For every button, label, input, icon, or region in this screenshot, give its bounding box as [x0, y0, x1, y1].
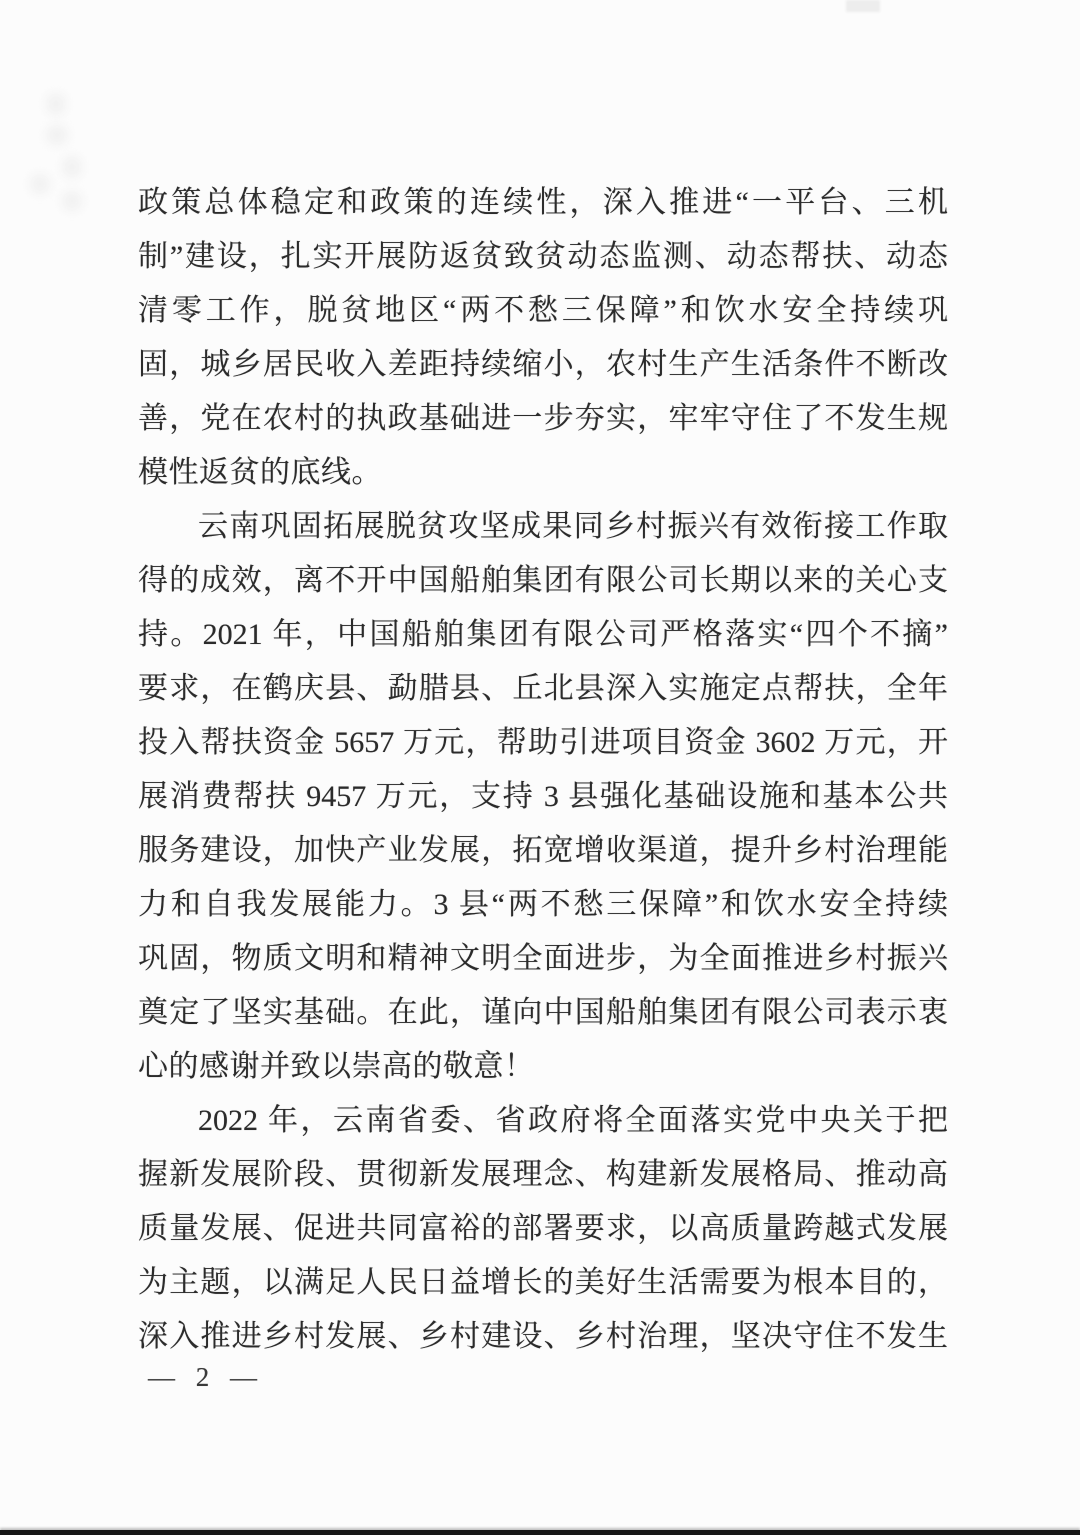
scan-artifact — [62, 156, 82, 178]
scan-artifact — [46, 93, 66, 115]
text-line: 要求，在鹤庆县、勐腊县、丘北县深入实施定点帮扶，全年 — [138, 672, 948, 705]
text-line: 清零工作，脱贫地区“两不愁三保障”和饮水安全持续巩 — [138, 294, 948, 327]
text-line: 展消费帮扶 9457 万元，支持 3 县强化基础设施和基本公共 — [138, 780, 948, 813]
text-line: 云南巩固拓展脱贫攻坚成果同乡村振兴有效衔接工作取 — [198, 510, 948, 543]
text-line: 2022 年，云南省委、省政府将全面落实党中央关于把 — [198, 1104, 948, 1137]
text-line: 质量发展、促进共同富裕的部署要求，以高质量跨越式发展 — [138, 1212, 948, 1245]
text-line: 投入帮扶资金 5657 万元，帮助引进项目资金 3602 万元，开 — [138, 726, 948, 759]
document-body — [138, 176, 948, 1364]
scan-artifact — [30, 174, 50, 194]
text-line: 政策总体稳定和政策的连续性，深入推进“一平台、三机 — [138, 186, 948, 219]
scan-artifact — [46, 125, 68, 145]
text-line: 握新发展阶段、贯彻新发展理念、构建新发展格局、推动高 — [138, 1158, 948, 1191]
text-line: 为主题，以满足人民日益增长的美好生活需要为根本目的， — [138, 1266, 948, 1299]
text-line: 力和自我发展能力。3 县“两不愁三保障”和饮水安全持续 — [138, 888, 948, 921]
scan-artifact — [846, 0, 880, 12]
paragraph-1 — [138, 176, 948, 500]
scan-artifact — [62, 191, 82, 211]
text-line: 深入推进乡村发展、乡村建设、乡村治理，坚决守住不发生 — [138, 1320, 948, 1353]
text-line: 制”建设，扎实开展防返贫致贫动态监测、动态帮扶、动态 — [138, 240, 948, 273]
text-line: 善，党在农村的执政基础进一步夯实，牢牢守住了不发生规 — [138, 402, 948, 435]
text-line: 服务建设，加快产业发展，拓宽增收渠道，提升乡村治理能 — [138, 834, 948, 867]
text-line: 持。2021 年，中国船舶集团有限公司严格落实“四个不摘” — [138, 618, 948, 651]
text-line: 得的成效，离不开中国船舶集团有限公司长期以来的关心支 — [138, 564, 948, 597]
scan-bottom-edge — [0, 1530, 1080, 1535]
paragraph-3 — [138, 1094, 948, 1364]
text-line: 奠定了坚实基础。在此，谨向中国船舶集团有限公司表示衷 — [138, 996, 948, 1029]
page-number: — 2 — — [148, 1362, 259, 1392]
text-line: 固，城乡居民收入差距持续缩小，农村生产生活条件不断改 — [138, 348, 948, 381]
paragraph-2 — [138, 500, 948, 1094]
text-line: 巩固，物质文明和精神文明全面进步，为全面推进乡村振兴 — [138, 942, 948, 975]
text-line: 模性返贫的底线。 — [138, 456, 382, 489]
text-line: 心的感谢并致以崇高的敬意！ — [138, 1050, 535, 1083]
